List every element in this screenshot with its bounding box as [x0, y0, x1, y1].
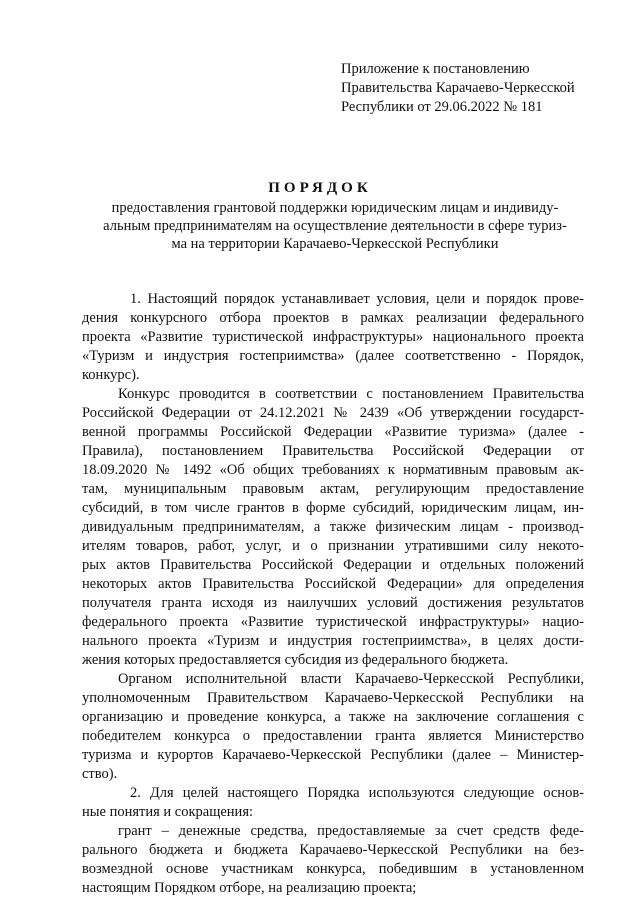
body-line: грант – денежные средства, предоставляемые за счет средств феде- — [118, 823, 584, 839]
body-line: федерального проекта «Развитие туристической инфраструктуры» нацио- — [82, 614, 584, 630]
document-body — [82, 290, 584, 898]
body-line: «Туризм и индустрия гостеприимства» (далее соответственно - Порядок, — [82, 348, 584, 364]
document-title: ПОРЯДОК — [268, 180, 372, 196]
body-line: победителем конкурса о предоставлении гранта является Министерство — [82, 728, 584, 744]
subtitle-line: ма на территории Карачаево-Черкесской Республики — [171, 236, 499, 252]
body-line: настоящим Порядком отборе, на реализацию проекта; — [82, 880, 417, 896]
body-line: возмездной основе участникам конкурса, победившим в установленном — [82, 861, 584, 877]
body-line: некоторых актов Правительства Российской Федерации» для определения — [82, 576, 584, 592]
body-line: 2. Для целей настоящего Порядка используются следующие основ- — [130, 785, 584, 801]
body-line: конкурс). — [82, 367, 140, 383]
body-line: организацию и проведение конкурса, а также на заключение соглашения с — [82, 709, 584, 725]
body-line: 18.09.2020 № 1492 «Об общих требованиях к нормативным правовым ак- — [82, 462, 584, 478]
body-line: ителям товаров, работ, услуг, и о признании утратившими силу некото- — [82, 538, 584, 554]
appendix-line: Приложение к постановлению — [341, 61, 530, 77]
body-line: нального проекта «Туризм и индустрия гостеприимства», в целях дости- — [82, 633, 584, 649]
body-line: уполномоченным Правительством Карачаево-Черкесской Республики на — [82, 690, 584, 706]
appendix-line: Республики от 29.06.2022 № 181 — [341, 99, 543, 115]
appendix-note — [341, 60, 575, 117]
appendix-line: Правительства Карачаево-Черкесской — [341, 80, 575, 96]
body-line: Конкурс проводится в соответствии с постановлением Правительства — [118, 386, 584, 402]
body-line: субсидий, в том числе грантов в форме субсидий, юридическим лицам, ин- — [82, 500, 584, 516]
body-line: Правила), постановлением Правительства Российской Федерации от — [82, 443, 584, 459]
body-line: Органом исполнительной власти Карачаево-Черкесской Республики, — [118, 671, 584, 687]
body-line: проекта «Развитие туристической инфраструктуры» национального проекта — [82, 329, 584, 345]
body-line: там, муниципальным правовым актам, регулирующим предоставление — [82, 481, 584, 497]
body-line: венной программы Российской Федерации «Развитие туризма» (далее - — [82, 424, 584, 440]
subtitle-line: альным предпринимателям на осуществление деятельности в сфере туриз- — [103, 218, 567, 234]
body-line: ные понятия и сокращения: — [82, 804, 254, 820]
body-line: рых актов Правительства Российской Федерации и отдельных положений — [82, 557, 584, 573]
body-line: дивидуальным предпринимателям, а также физическим лицам - производ- — [82, 519, 584, 535]
body-line: Российской Федерации от 24.12.2021 № 2439 «Об утверждении государст- — [82, 405, 584, 421]
body-line: жения которых предоставляется субсидия из федерального бюджета. — [82, 652, 509, 668]
body-line: дения конкурсного отбора проектов в рамках реализации федерального — [82, 310, 584, 326]
document-subtitle — [90, 199, 580, 253]
body-line: получателя гранта исходя из наилучших условий достижения результатов — [82, 595, 584, 611]
body-line: туризма и курортов Карачаево-Черкесской Республики (далее – Министер- — [82, 747, 584, 763]
body-line: 1. Настоящий порядок устанавливает условия, цели и порядок прове- — [130, 291, 584, 307]
subtitle-line: предоставления грантовой поддержки юридическим лицам и индивиду- — [111, 200, 559, 216]
body-line: рального бюджета и бюджета Карачаево-Черкесской Республики на без- — [82, 842, 584, 858]
body-line: ство). — [82, 766, 118, 782]
